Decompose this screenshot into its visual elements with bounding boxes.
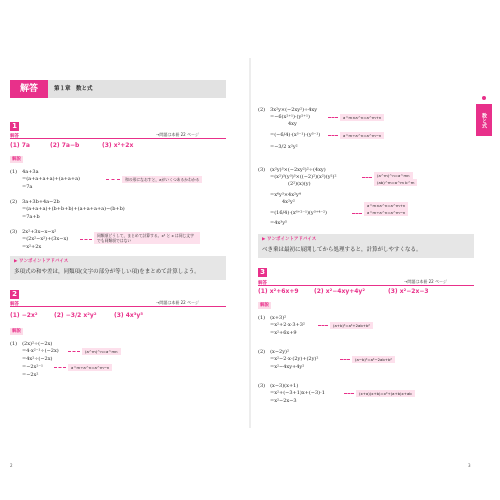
work-line: =−6(x²⁺¹)·(y²⁺¹) (270, 114, 310, 120)
work-line: (1) (2x)²÷(−2x) (10, 341, 53, 347)
page-reference: →問題は本冊 22 ページ (156, 300, 199, 305)
right-page (258, 58, 474, 468)
work-line: =x²+2·x·3+3² (270, 322, 305, 328)
advice-text: べき乗は最初に展開してから処理すると，計算がしやすくなる。 (262, 247, 422, 253)
section-header (10, 80, 226, 98)
work-line: =x²−2x−3 (270, 398, 297, 404)
advice-box (10, 256, 226, 280)
answer-item: (3) x²+2x (102, 142, 134, 149)
work-line: (1) (x+3)² (258, 315, 287, 321)
work-line: =x²+2x (22, 244, 42, 250)
answer-item: (1) −2x² (10, 312, 38, 319)
page-number: 3 (468, 463, 471, 468)
advice-heading: ▶ ワンポイントアドバイス (262, 237, 317, 242)
work-line: (3) (x²y)³×(−2xy²)²÷(4xy) (258, 167, 326, 173)
work-line: =−2x² (22, 372, 39, 378)
answer-label: 解答 (10, 302, 19, 307)
page-reference: →問題は本冊 22 ページ (404, 279, 447, 284)
note-connector (344, 393, 354, 394)
note-connector (318, 325, 328, 326)
explanation-label: 解説 (260, 303, 269, 308)
question-number: 1 (10, 122, 19, 131)
work-line: =x²+(−3+1)x+(−3)·1 (270, 390, 325, 396)
note-connector (54, 367, 66, 368)
work-line: (2) 3a+3b+4a−2b (10, 199, 60, 205)
side-note: a^m÷a^n=a^m−n (364, 209, 408, 216)
explanation-label: 解説 (12, 157, 21, 162)
side-note: a^m×a^n=a^m+n (364, 202, 408, 209)
side-note: (a+b)²=a²+2ab+b² (330, 322, 373, 329)
chapter-side-tab: 数と式 (476, 104, 492, 136)
advice-heading: ▶ ワンポイントアドバイス (14, 259, 69, 264)
side-note: (ab)^m=a^m b^m (374, 179, 417, 186)
side-note: a^m÷a^n=a^m−n (68, 364, 112, 371)
answer-item: (3) 4x³y⁵ (114, 312, 143, 319)
work-line: =4x²÷(−2x) (22, 356, 53, 362)
work-line: =(x²)³(y³)³×((−2)²)(x²)(y²)² (270, 174, 337, 180)
answer-item: (2) −3/2 x²y² (54, 312, 97, 319)
work-line: =7a+b (22, 214, 40, 220)
page-spine (249, 58, 251, 428)
work-line: =4·x²⁻¹÷(−2x) (22, 348, 59, 354)
answer-item: (2) x²−4xy+4y² (314, 288, 365, 295)
page-reference: →問題は本冊 22 ページ (156, 132, 199, 137)
side-note: a^m÷a^n=a^m−n (340, 132, 384, 139)
question-number: 2 (10, 290, 19, 299)
note-connector (328, 135, 338, 136)
note-connector (352, 213, 362, 214)
side-note: (a^m)^n=a^mn (374, 172, 413, 179)
answer-rule (10, 306, 226, 307)
work-line: =4x³y⁵ (270, 220, 288, 226)
work-line: (3) (x−3)(x+1) (258, 383, 299, 389)
page-number: 2 (10, 463, 13, 468)
work-line: =(−6/4)·(x³⁻¹)·(y³⁻¹) (270, 132, 321, 138)
answer-item: (1) x²+6x+9 (258, 288, 299, 295)
side-note: (x+a)(x+b)=x²+(a+b)x+ab (356, 390, 415, 397)
work-line: (2²)(x)(y) (288, 181, 311, 187)
answer-item: (2) 7a−b (50, 142, 80, 149)
advice-text: 多項式の和や差は，同類項(文字の部分が等しい項)をまとめて計算しよう。 (14, 269, 200, 275)
side-note: 同類項どうして，まとめて計算する。x² と x は同じ文字でも同類項ではない (94, 232, 200, 244)
note-connector (362, 177, 372, 178)
answer-tag: 解答 (10, 80, 48, 98)
answer-item: (1) 7a (10, 142, 30, 149)
work-line: =7a (22, 184, 33, 190)
left-page (10, 58, 226, 468)
answer-rule (10, 138, 226, 139)
explanation-label: 解説 (12, 329, 21, 334)
work-line: =−2x²⁻¹ (22, 364, 44, 370)
work-line: (2) 3x²y×(−2xy²)÷4xy (258, 107, 318, 113)
side-note: (a−b)²=a²−2ab+b² (352, 356, 395, 363)
work-line: (3) 2x²+3x−x−x² (10, 229, 57, 235)
work-line: =(a+a+a)+(b+b+b)+(a+a+a+a)−(b+b) (22, 206, 125, 212)
advice-box (258, 234, 474, 258)
work-line: =x²−4xy+4y² (270, 364, 305, 370)
answer-rule (258, 285, 474, 286)
work-line: =x⁶y³×4x²y⁴ (270, 192, 301, 198)
answer-label: 解答 (10, 134, 19, 139)
work-line: =x²+6x+9 (270, 330, 297, 336)
answer-label: 解答 (258, 281, 267, 286)
work-line: 4xy (288, 121, 297, 127)
note-connector (68, 351, 80, 352)
note-connector (328, 117, 338, 118)
note-connector (80, 239, 92, 240)
bullet-icon (482, 96, 486, 100)
note-connector (340, 359, 350, 360)
work-line: (1) 4a+3a (10, 169, 39, 175)
side-note: (a^m)^n=a^mn (82, 348, 121, 355)
work-line: =(2x²−x²)+(3x−x) (22, 236, 69, 242)
answer-item: (3) x²−2x−3 (388, 288, 429, 295)
side-note: a^m×a^n=a^m+n (340, 114, 384, 121)
work-line: 4x²y² (282, 199, 295, 205)
work-line: =−3/2 x²y² (270, 144, 298, 150)
work-line: =(16/4)·(x⁶⁺²⁻¹)(y³⁺⁴⁻²) (270, 210, 327, 216)
question-number: 3 (258, 268, 267, 277)
chapter-title: 第１章 数と式 (54, 86, 93, 92)
note-connector (106, 179, 120, 180)
side-note: 和の形になおすと，aがいくつあるかわかる (122, 176, 202, 183)
work-line: (2) (x−2y)² (258, 349, 290, 355)
work-line: =x²−2·x·(2y)+(2y)² (270, 356, 319, 362)
work-line: =(a+a+a+a)+(a+a+a) (22, 176, 80, 182)
